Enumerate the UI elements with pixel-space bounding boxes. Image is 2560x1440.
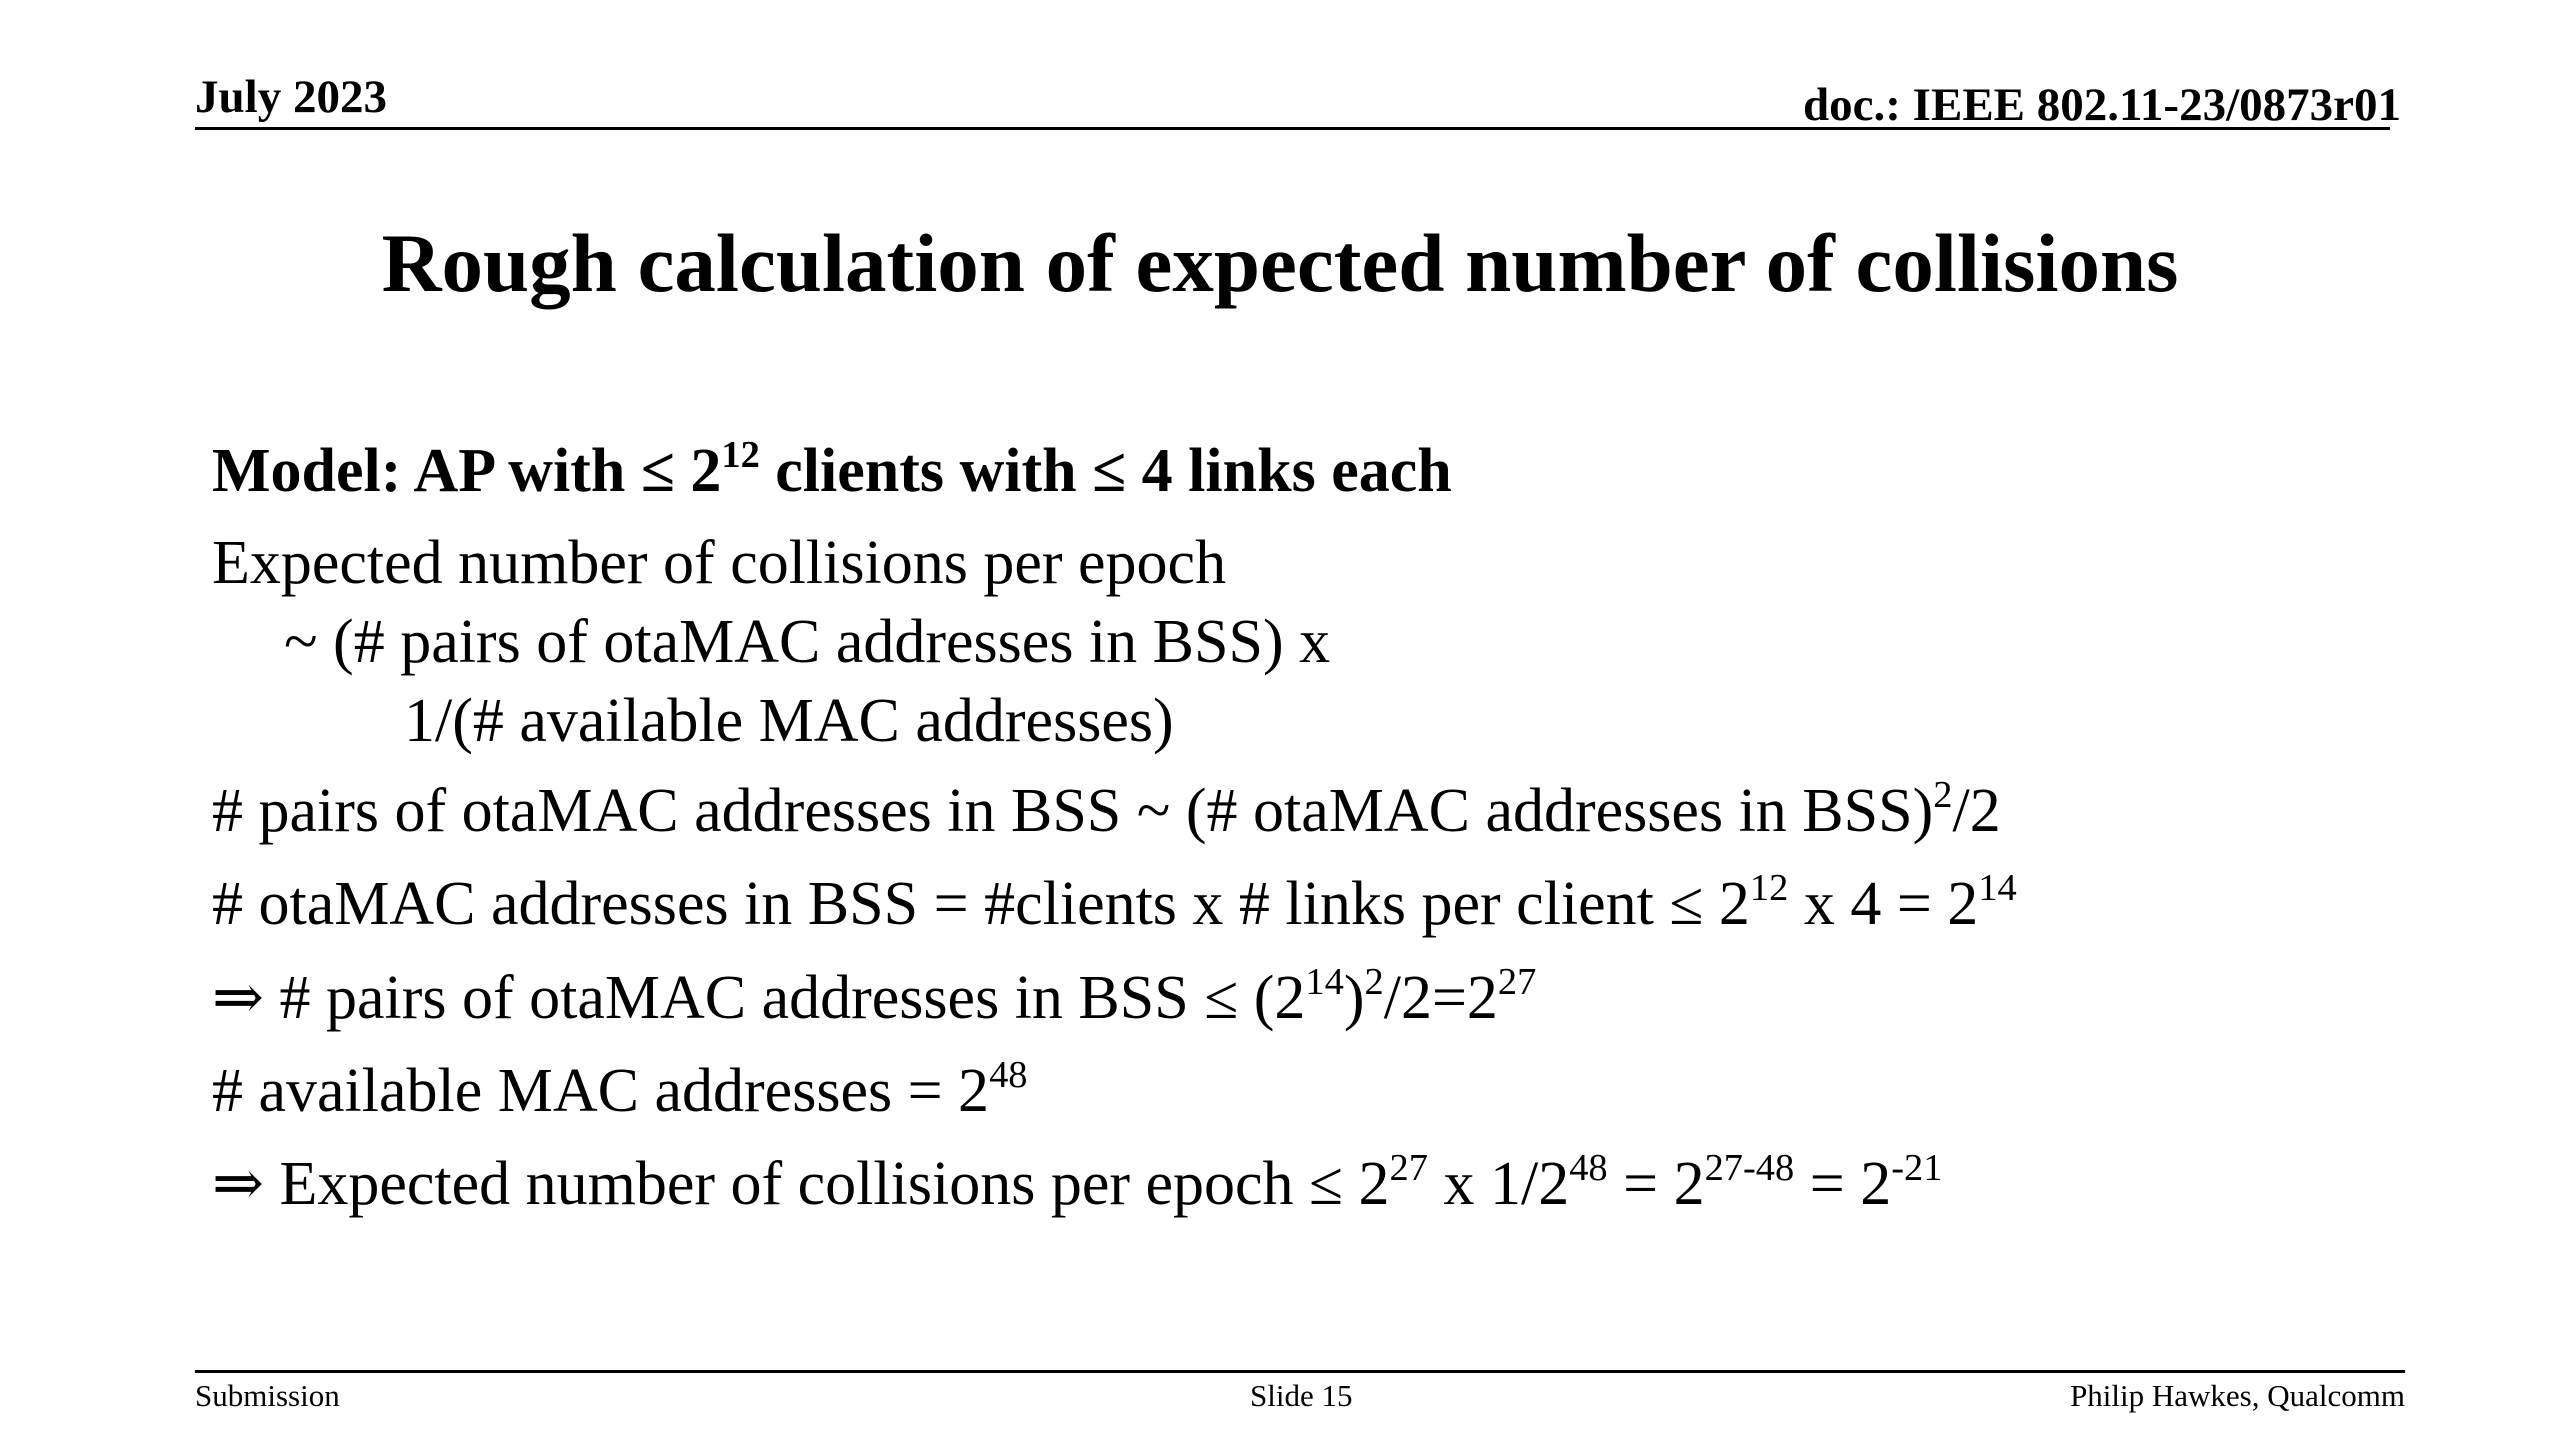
model-line: Model: AP with ≤ $2^{12}$ clients with ≤ 4 links each	[212, 434, 1452, 505]
exponent: 27	[1389, 1147, 1428, 1190]
header-doc-id: doc.: IEEE 802.11-23/0873r01	[1803, 79, 2401, 131]
addresses-line: # otaMAC addresses in BSS = #clients x # links per client ≤ $2^{12}$ x $4 = 2^{14}$	[212, 867, 2017, 938]
expected-heading: Expected number of collisions per epoch	[212, 529, 1227, 597]
pairs-line: # pairs of otaMAC addresses in BSS ~ (# otaMAC addresses in BSS)$^2$/2	[212, 774, 2001, 845]
footer-slide-number: Slide 15	[1250, 1378, 1353, 1413]
footer-divider	[195, 1370, 2405, 1373]
exponent: 27	[1497, 961, 1537, 1004]
available-line: # available MAC addresses = $2^{48}$	[212, 1054, 1028, 1125]
exponent: 27-48	[1704, 1147, 1795, 1190]
header-divider	[195, 127, 2390, 130]
exponent: 12	[721, 434, 760, 477]
exponent: 48	[1569, 1147, 1608, 1190]
implies-pairs-line: ⇒ # pairs of otaMAC addresses in BSS ≤ $(2^{14})^2/2=2^{27}$	[212, 961, 1537, 1032]
footer-submission: Submission	[195, 1378, 340, 1413]
exponent: 2	[1933, 774, 1953, 817]
slide-title: Rough calculation of expected number of collisions	[381, 217, 2179, 309]
footer-author: Philip Hawkes, Qualcomm	[2070, 1378, 2405, 1413]
expected-line-3: 1/(# available MAC addresses)	[404, 687, 1174, 755]
implies-expected-line: ⇒ Expected number of collisions per epoch ≤ $2^{27}$ x $1/2^{48} = 2^{27-48} = 2^{-21}$	[212, 1147, 1943, 1218]
header-date: July 2023	[195, 71, 387, 123]
expected-line-2: ~ (# pairs of otaMAC addresses in BSS) x	[284, 608, 1331, 676]
exponent: 12	[1749, 867, 1789, 910]
exponent: -21	[1891, 1147, 1943, 1190]
exponent: 14	[1978, 867, 2017, 910]
exponent: 2	[1364, 961, 1384, 1004]
exponent: 48	[989, 1054, 1028, 1097]
exponent: 14	[1305, 961, 1344, 1004]
